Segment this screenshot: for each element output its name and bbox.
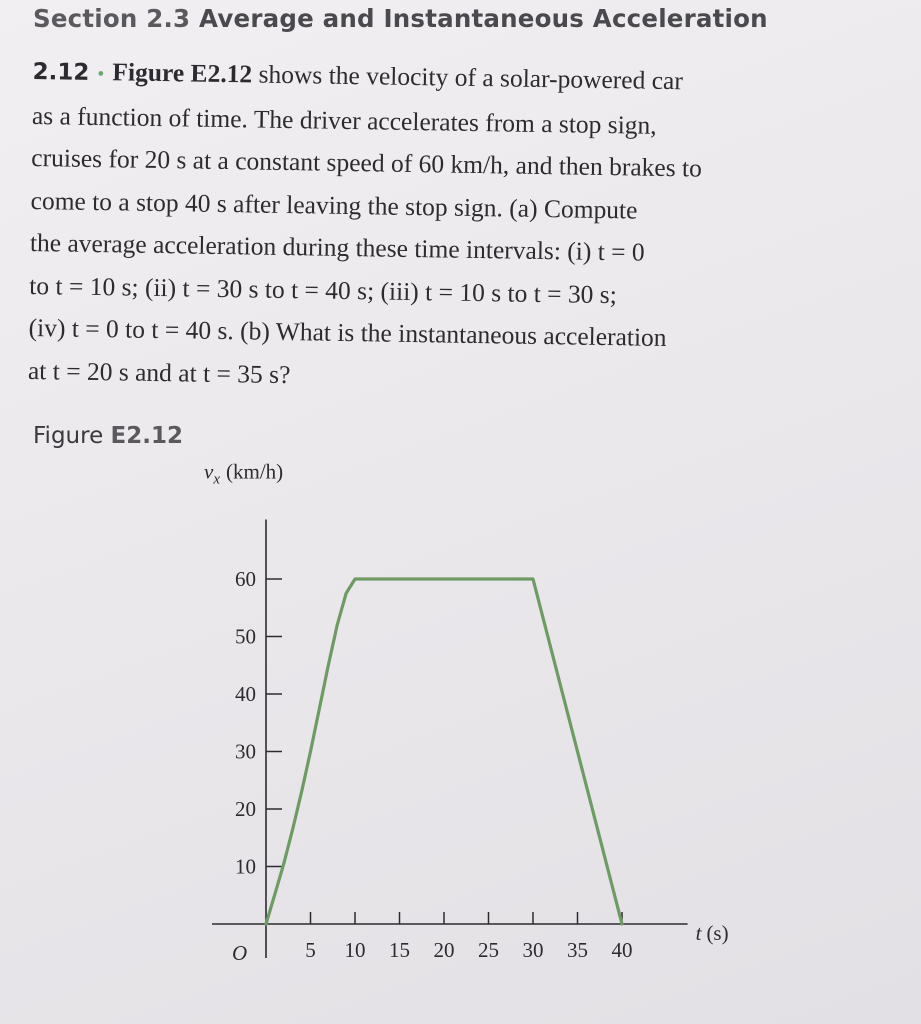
x-ticks — [305, 912, 632, 962]
bullet-icon: • — [97, 63, 105, 86]
problem-line-2: as a function of time. The driver accelerates from a stop sign, — [31, 100, 657, 140]
y-axis-sub: x — [213, 471, 220, 488]
figure-label-number: E2.12 — [110, 423, 184, 449]
y-tick-label: 20 — [235, 797, 256, 821]
x-tick-label: 20 — [433, 938, 455, 962]
y-axis-var: v — [204, 459, 214, 484]
x-axis-unit: (s) — [706, 921, 729, 945]
x-tick-label: 25 — [478, 938, 499, 962]
x-tick-label: 30 — [522, 938, 544, 962]
y-tick-label: 30 — [235, 739, 256, 764]
section-title: Average and Instantaneous Acceleration — [199, 4, 768, 33]
x-tick-label: 15 — [389, 938, 410, 962]
y-tick-label: 40 — [235, 682, 256, 706]
problem-line-4: come to a stop 40 s after leaving the stop sign. (a) Compute — [30, 185, 638, 225]
y-tick-label: 50 — [235, 624, 256, 649]
problem-line-3: cruises for 20 s at a constant speed of 60 km/h, and then brakes to — [31, 142, 703, 183]
problem-line-7: (iv) t = 0 to t = 40 s. (b) What is the instantaneous acceleration — [28, 312, 667, 352]
x-tick-label: 40 — [611, 938, 633, 962]
y-tick-label: 60 — [235, 567, 256, 591]
problem-line-8: at t = 20 s and at t = 35 s? — [27, 355, 291, 389]
y-axis-unit: (km/h) — [226, 459, 284, 484]
problem-line-1-rest: shows the velocity of a solar-powered car — [258, 59, 684, 96]
figure-label-word: Figure — [33, 423, 104, 449]
velocity-series-line — [266, 579, 622, 924]
y-axis-title — [204, 460, 283, 488]
x-tick-label: 10 — [344, 938, 366, 962]
problem-line-5: the average acceleration during these time intervals: (i) t = 0 — [29, 227, 645, 267]
origin-label: O — [232, 941, 248, 965]
problem-line-6: to t = 10 s; (ii) t = 30 s to t = 40 s; (iii) t = 10 s to t = 30 s; — [29, 270, 618, 309]
section-number: Section 2.3 — [33, 4, 191, 33]
y-tick-label: 10 — [235, 854, 256, 879]
figure-reference: Figure E2.12 — [112, 57, 253, 89]
x-tick-label: 5 — [305, 938, 316, 962]
x-tick-label: 35 — [567, 938, 588, 962]
y-ticks — [235, 567, 282, 879]
problem-number: 2.12 — [32, 58, 90, 86]
x-axis-var: t — [695, 921, 702, 945]
x-axis-title — [696, 921, 729, 945]
